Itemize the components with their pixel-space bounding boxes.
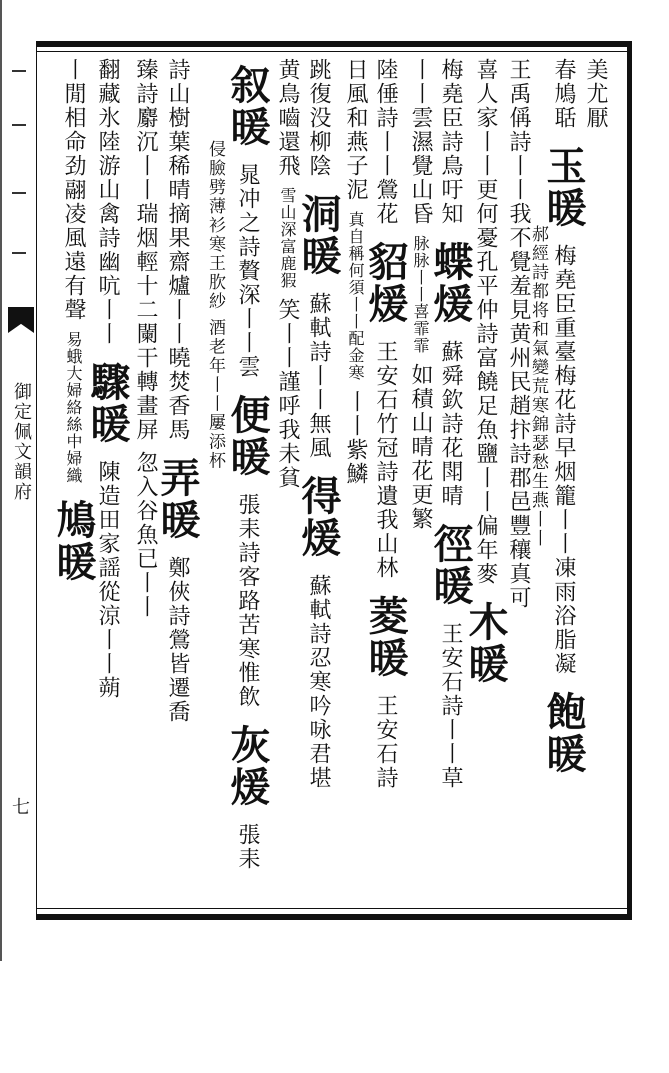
- column-text: 易蛾大婦絡絲中婦織: [64, 331, 83, 484]
- right-border: [627, 41, 632, 920]
- page-number: 七: [9, 797, 30, 815]
- column-text: 鄭俠詩鶯皆遷喬: [165, 556, 190, 724]
- column-text: 王安石竹冠詩遺我山林: [373, 340, 398, 580]
- column-text: 喜人家丨丨更何憂孔平仲詩富饒足魚鹽丨丨偏年麥: [473, 58, 498, 586]
- column-text: 郝經詩都将和氣變荒寒錦瑟愁生燕丨丨: [528, 225, 548, 548]
- margin-tick: [12, 192, 26, 194]
- margin-column: [2, 52, 34, 908]
- column-text: 跳復没柳陰: [306, 58, 331, 178]
- column-text: 王禹偁詩丨丨我不覺羞見黄州民趙抃詩郡邑豐穰真可: [506, 58, 531, 610]
- text-column-13: [205, 140, 225, 988]
- text-column-7: [405, 58, 435, 906]
- entry-heading: 弄暖: [154, 457, 201, 541]
- column-text: 雪山深富鹿猳: [278, 187, 297, 289]
- margin-tick: [12, 124, 26, 126]
- column-text: 酒老年丨丨屢添杯: [205, 318, 225, 471]
- top-border-thin: [36, 51, 628, 52]
- entry-heading: 玉暖: [540, 145, 587, 229]
- column-text: 臻詩麝沉丨丨瑞烟輕十二闌干轉畫屏: [133, 58, 158, 442]
- column-text: 笑丨丨謹呼我未貧: [275, 298, 300, 490]
- margin-tick: [12, 70, 26, 72]
- text-column-17: [50, 58, 97, 906]
- margin-divider: [36, 41, 37, 920]
- column-text: 梅堯臣詩鳥吁知: [438, 58, 463, 226]
- margin-tick: [12, 252, 26, 254]
- column-text: 美尤厭: [583, 58, 608, 130]
- text-column-14: [154, 58, 201, 906]
- entry-heading: 鳩暖: [50, 499, 97, 583]
- column-text: 陳造田家謡從涼丨丨蒴: [95, 460, 120, 700]
- text-column-4: [503, 58, 533, 906]
- text-column-2: [540, 58, 587, 906]
- column-text: 翻藏氷陸游山禽詩幽吭丨丨: [95, 58, 120, 346]
- fishtail-mark-icon: [8, 307, 34, 333]
- column-text: 真自稱何須丨丨配金寒: [346, 211, 365, 381]
- column-text: 丨丨紫鱗: [343, 390, 368, 486]
- column-text: 王安石詩: [373, 694, 398, 790]
- entry-heading: 徑暖: [427, 523, 474, 607]
- text-column-10: [295, 58, 342, 906]
- entry-heading: 灰煖: [224, 724, 271, 808]
- text-column-16: [84, 58, 131, 906]
- entry-heading: 叙暖: [224, 64, 271, 148]
- column-text: 丨閒相命劲翮凌風遠有聲: [61, 58, 86, 322]
- entry-heading: 便暖: [224, 394, 271, 478]
- entry-heading: 洞暖: [295, 193, 342, 277]
- column-text: 王安石詩丨丨草: [438, 622, 463, 790]
- book-title: 御定佩文韻府: [11, 382, 32, 502]
- column-text: 蘇軾詩丨丨無風: [306, 292, 331, 460]
- column-text: 侵臉劈薄衫寒王肷紗: [205, 140, 225, 311]
- column-text: 詩山樹葉稀晴摘果齋爐丨丨曉焚香馬: [165, 58, 190, 442]
- column-text: 蘇軾詩忍寒吟咏君堪: [306, 574, 331, 790]
- text-column-12: [224, 58, 271, 906]
- column-text: 春鳩聒: [551, 58, 576, 130]
- column-text: 忽入谷魚已丨丨: [133, 451, 158, 619]
- column-text: 張耒: [235, 823, 260, 871]
- text-column-15: [130, 58, 160, 906]
- text-column-8: [362, 58, 409, 906]
- column-text: 脉脉丨丨喜霏霏: [411, 235, 430, 354]
- column-text: 日風和燕子泥: [343, 58, 368, 202]
- entry-heading: 木暖: [462, 601, 509, 685]
- entry-heading: 蝶煖: [427, 241, 474, 325]
- column-text: 黄鳥嚙還飛: [275, 58, 300, 178]
- text-column-11: [272, 58, 302, 906]
- column-text: 梅堯臣重臺梅花詩早烟籠丨丨凍雨浴脂凝: [551, 244, 576, 676]
- column-text: 丨丨雲濕覺山昏: [408, 58, 433, 226]
- entry-heading: 驟暖: [84, 361, 131, 445]
- entry-heading: 得煖: [295, 475, 342, 559]
- text-column-9: [340, 58, 370, 906]
- entry-heading: 菱暖: [362, 595, 409, 679]
- column-text: 陸倕詩丨丨鶯花: [373, 58, 398, 226]
- column-text: 張耒詩客路苦寒惟飲: [235, 493, 260, 709]
- column-text: 晁冲之詩贅深丨丨雲: [235, 163, 260, 379]
- text-column-6: [427, 58, 474, 906]
- entry-heading: 貂煖: [362, 241, 409, 325]
- text-column-5: [462, 58, 509, 906]
- entry-heading: 飽暖: [540, 691, 587, 775]
- top-border-thick: [36, 41, 628, 47]
- column-text: 如積山晴花更繁: [408, 363, 433, 531]
- column-text: 蘇舜欽詩花閗晴: [438, 340, 463, 508]
